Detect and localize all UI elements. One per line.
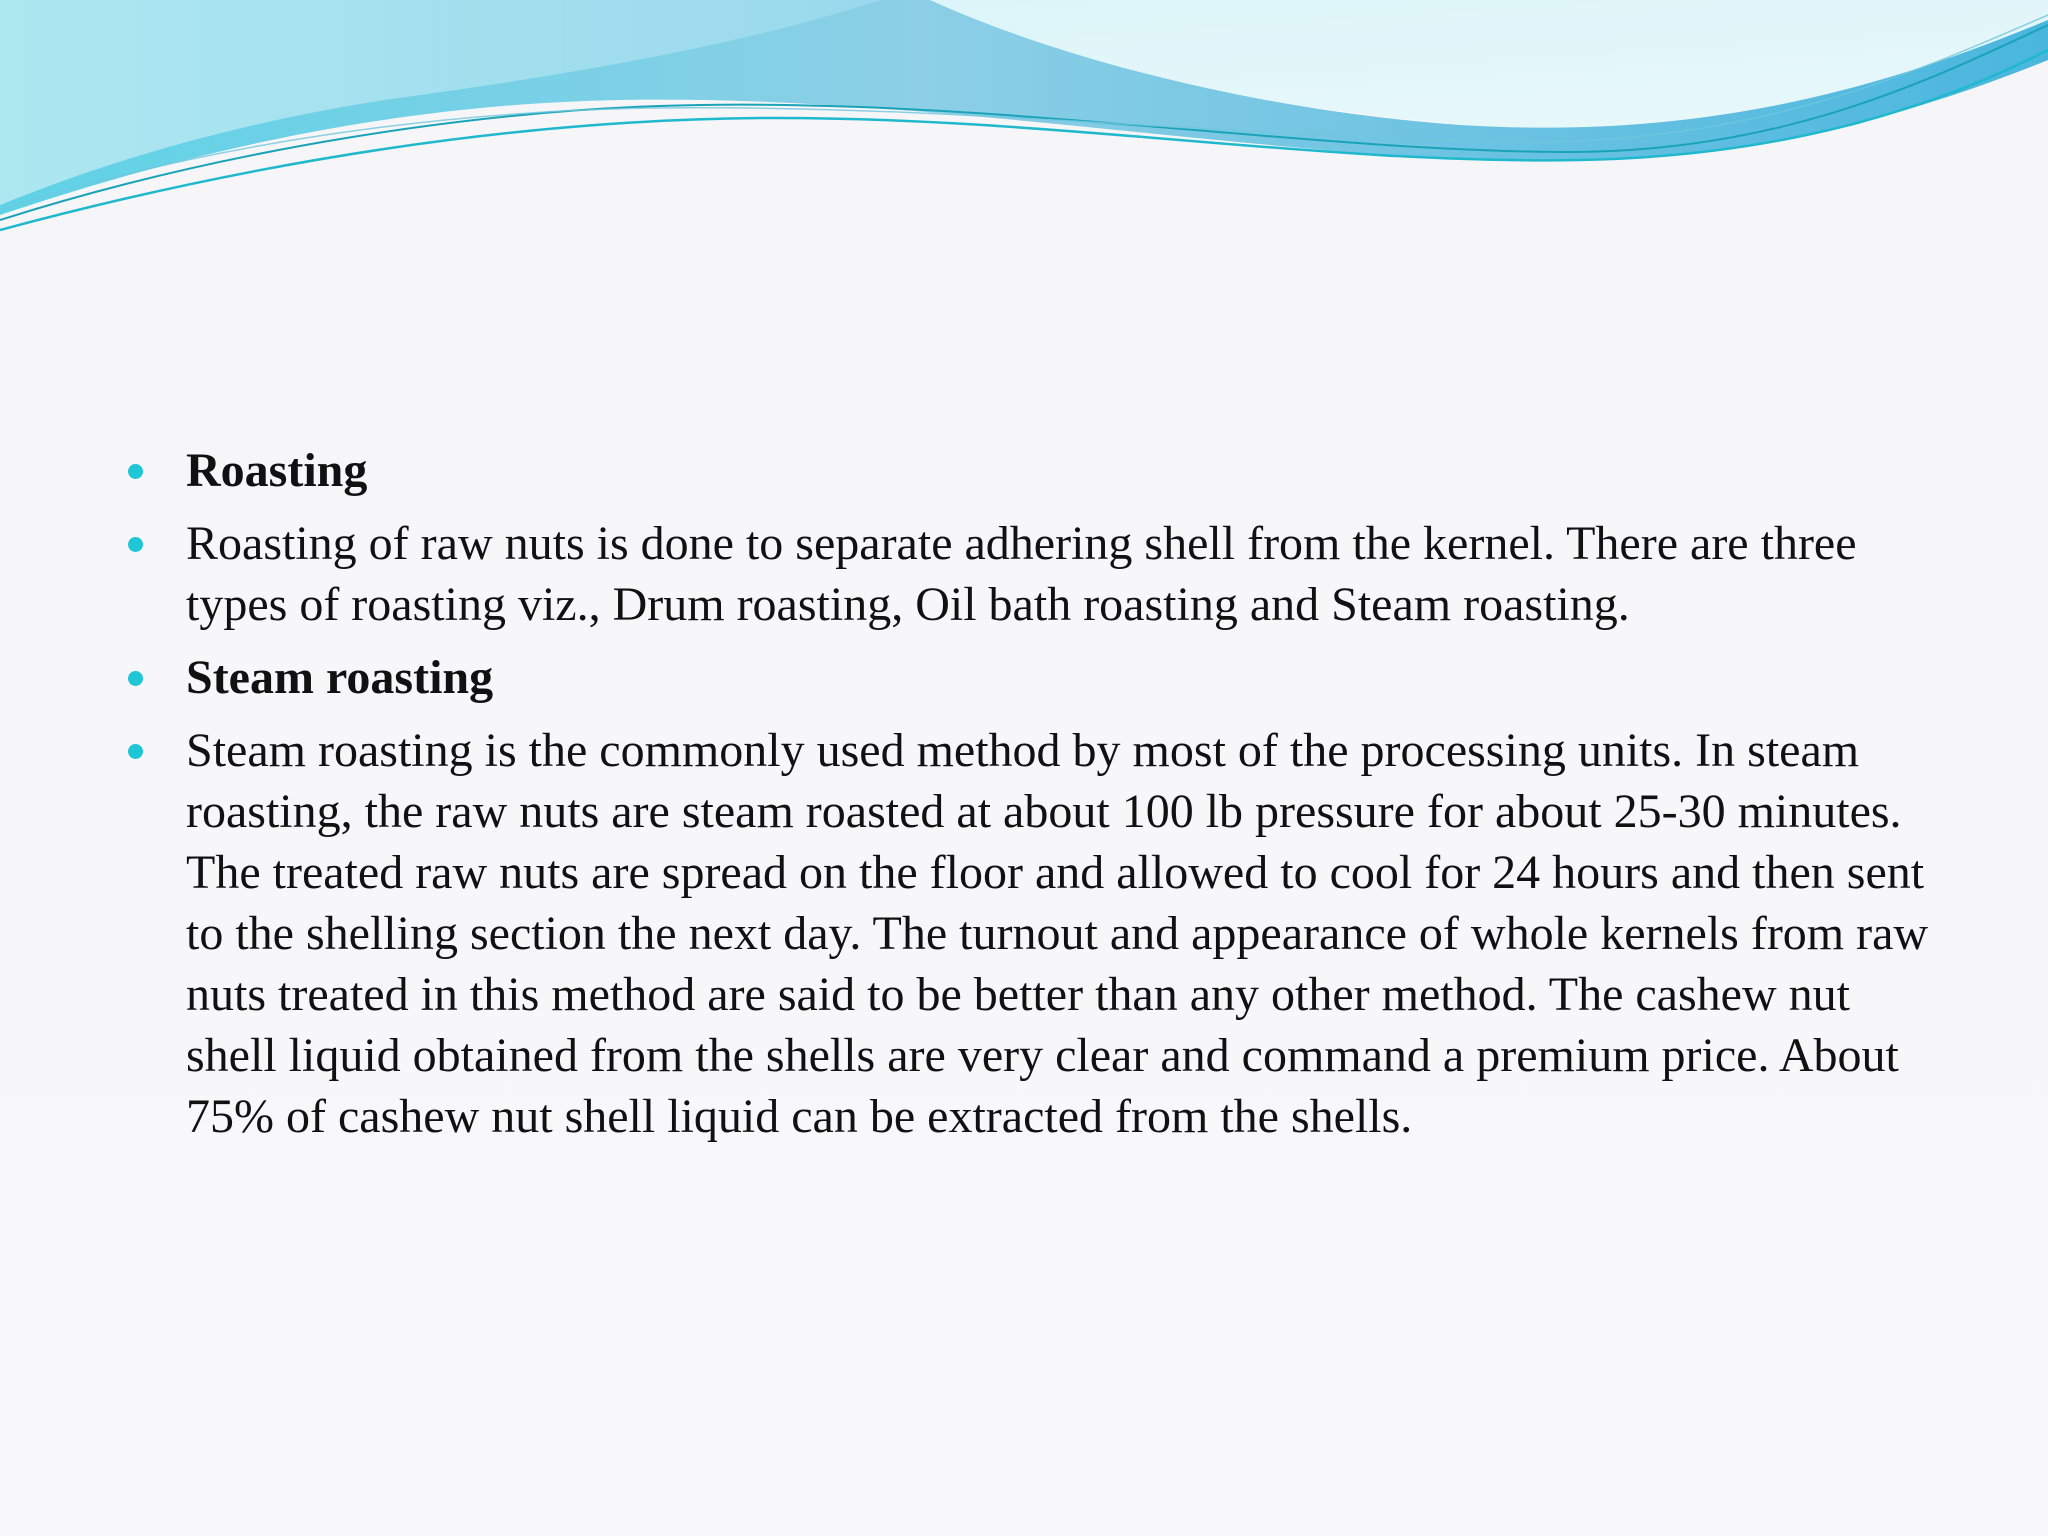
bullet-steam-roasting-description [128,720,1948,1147]
bullet-text: Roasting of raw nuts is done to separate adhering shell from the kernel. There are three types of roasting viz., Drum roasting, Oil bath roasting and Steam roasting. [186,517,1857,631]
wave-header-decoration [0,0,2048,240]
slide-content [128,440,1948,1159]
bullet-list [128,440,1948,1147]
bullet-dot-icon [128,671,143,686]
bullet-heading-steam-roasting [128,647,1948,708]
bullet-text: Roasting [186,444,368,497]
bullet-text: Steam roasting [186,651,494,704]
bullet-dot-icon [128,464,143,479]
bullet-dot-icon [128,537,143,552]
bullet-heading-roasting [128,440,1948,501]
bullet-dot-icon [128,744,143,759]
bullet-roasting-description [128,513,1948,635]
bullet-text: Steam roasting is the commonly used method by most of the processing units. In steam roasting, the raw nuts are steam roasted at about 100 lb pressure for about 25-30 minutes. The treated raw nuts are spread on the floor and allowed to cool for 24 hours and then sent to the shelling section the next day. The turnout and appearance of whole kernels from raw nuts treated in this method are said to be better than any other method. The cashew nut shell liquid obtained from the shells are very clear and command a premium price. About 75% of cashew nut shell liquid can be extracted from the shells. [186,724,1929,1143]
